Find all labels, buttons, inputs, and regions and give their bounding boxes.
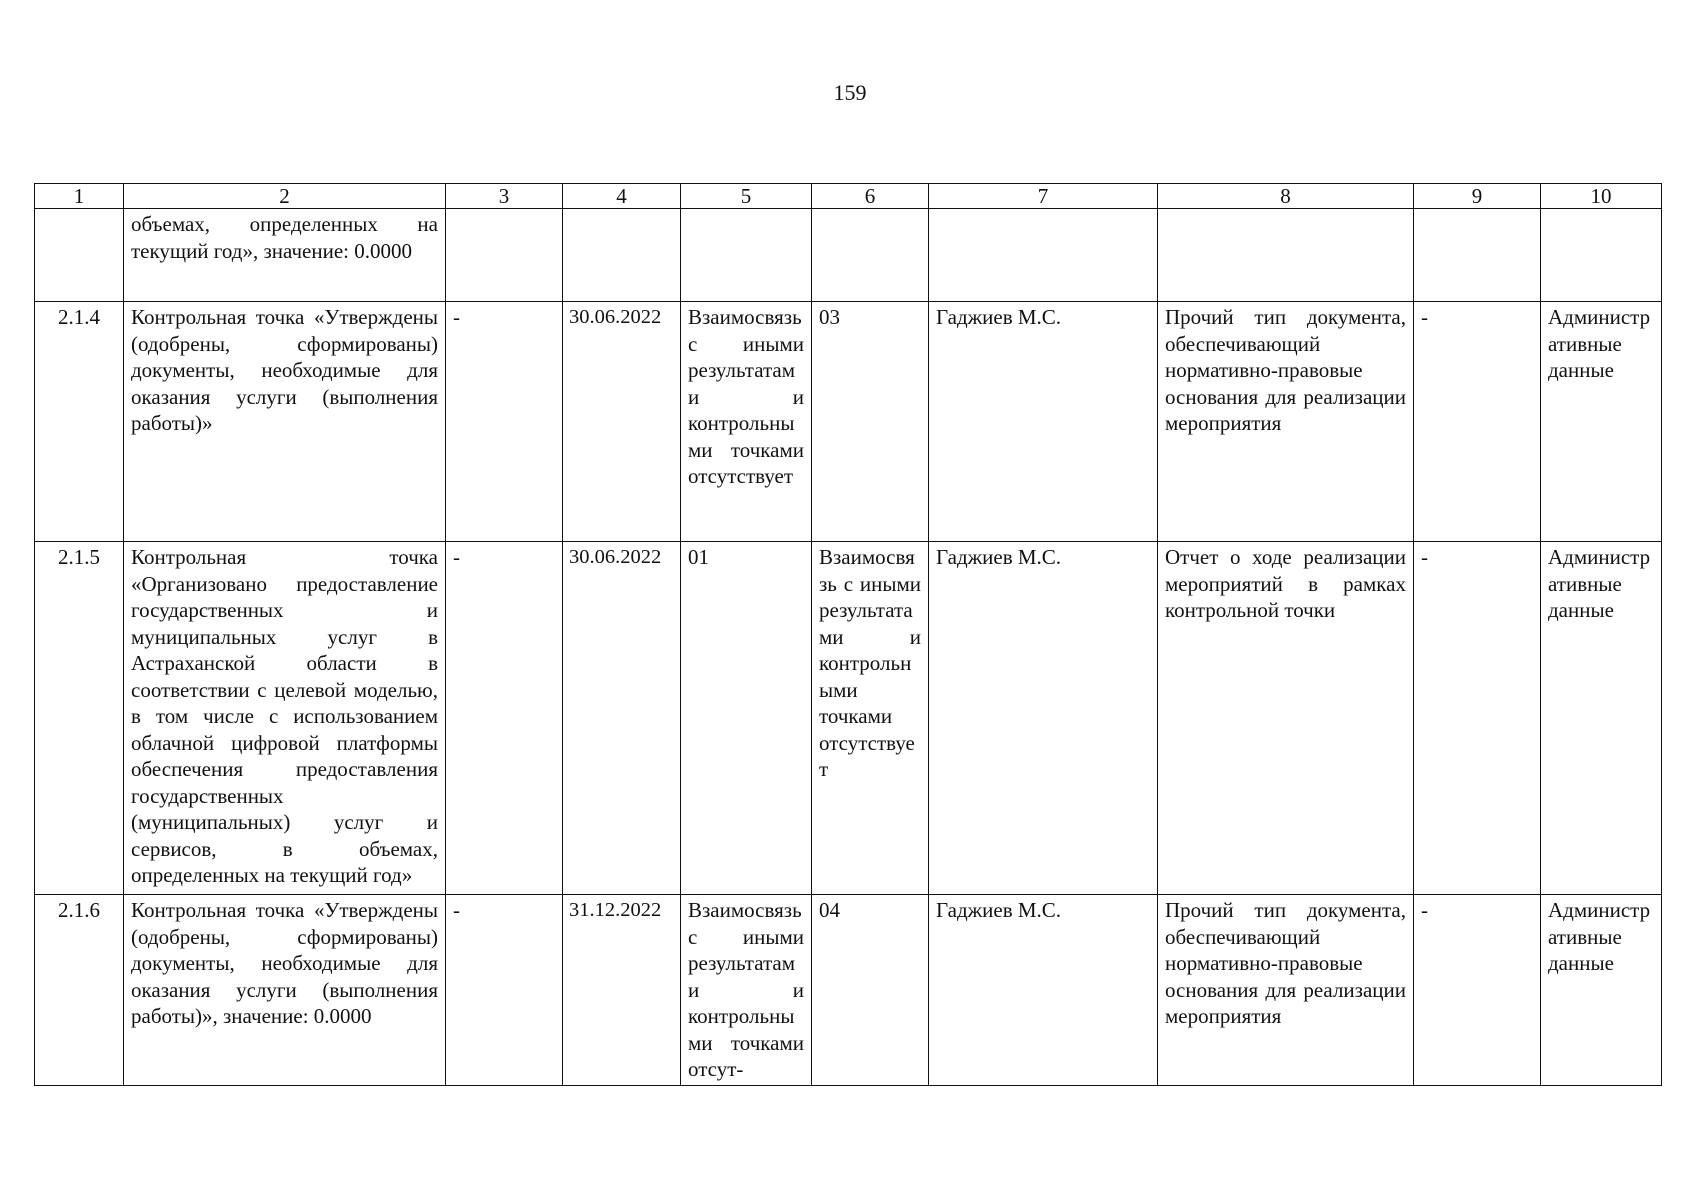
row-source <box>1541 209 1662 302</box>
table-row <box>35 302 1662 542</box>
column-header: 5 <box>681 184 812 209</box>
row-date: 30.06.2022 <box>563 302 681 542</box>
page-number: 159 <box>833 80 867 105</box>
row-col6: 04 <box>812 895 929 1086</box>
row-source: Административные данные <box>1541 302 1662 542</box>
column-header: 9 <box>1414 184 1541 209</box>
row-description: Контрольная точка «Организовано предоставление государственных и муниципальных услуг в Астраханской области в соответствии с целевой моделью, в том числе с использованием облачной цифровой платформы обеспечения предоставления государственных (муниципальных) услуг и сервисов, в объемах, определенных на текущий год» <box>124 542 446 895</box>
row-description: объемах, определенных на текущий год», значение: 0.0000 <box>124 209 446 302</box>
table-row <box>35 209 1662 302</box>
row-col5: Взаимосвязь с иными результатами и контрольными точками отсут- <box>681 895 812 1086</box>
row-source: Административные данные <box>1541 542 1662 895</box>
row-col9: - <box>1414 542 1541 895</box>
row-document: Прочий тип документа, обеспечивающий нормативно-правовые основания для реализации мероприятия <box>1158 895 1414 1086</box>
row-responsible: Гаджиев М.С. <box>929 302 1158 542</box>
column-header: 8 <box>1158 184 1414 209</box>
row-number <box>35 209 124 302</box>
row-col5 <box>681 209 812 302</box>
row-responsible: Гаджиев М.С. <box>929 542 1158 895</box>
row-col6 <box>812 209 929 302</box>
column-header: 6 <box>812 184 929 209</box>
row-document: Отчет о ходе реализации мероприятий в рамках контрольной точки <box>1158 542 1414 895</box>
row-document <box>1158 209 1414 302</box>
plan-table <box>34 183 1662 1086</box>
column-header: 2 <box>124 184 446 209</box>
row-col3 <box>446 209 563 302</box>
column-header: 7 <box>929 184 1158 209</box>
row-col6: Взаимосвязь с иными результатами и контрольными точками отсутствует <box>812 542 929 895</box>
column-header: 1 <box>35 184 124 209</box>
row-number: 2.1.5 <box>35 542 124 895</box>
row-col3: - <box>446 895 563 1086</box>
row-description: Контрольная точка «Утверждены (одобрены, сформированы) документы, необходимые для оказания услуги (выполнения работы)» <box>124 302 446 542</box>
row-col3: - <box>446 302 563 542</box>
column-header: 10 <box>1541 184 1662 209</box>
row-date: 31.12.2022 <box>563 895 681 1086</box>
column-header: 3 <box>446 184 563 209</box>
row-number: 2.1.4 <box>35 302 124 542</box>
row-number: 2.1.6 <box>35 895 124 1086</box>
row-col5: Взаимосвязь с иными результатами и контрольными точками отсутствует <box>681 302 812 542</box>
row-col9 <box>1414 209 1541 302</box>
row-col9: - <box>1414 895 1541 1086</box>
column-header: 4 <box>563 184 681 209</box>
row-col6: 03 <box>812 302 929 542</box>
table-row <box>35 542 1662 895</box>
row-document: Прочий тип документа, обеспечивающий нормативно-правовые основания для реализации мероприятия <box>1158 302 1414 542</box>
row-date <box>563 209 681 302</box>
row-description: Контрольная точка «Утверждены (одобрены, сформированы) документы, необходимые для оказания услуги (выполнения работы)», значение: 0.0000 <box>124 895 446 1086</box>
row-responsible <box>929 209 1158 302</box>
row-col3: - <box>446 542 563 895</box>
header-row <box>35 184 1662 209</box>
row-col9: - <box>1414 302 1541 542</box>
row-responsible: Гаджиев М.С. <box>929 895 1158 1086</box>
row-source: Административные данные <box>1541 895 1662 1086</box>
row-date: 30.06.2022 <box>563 542 681 895</box>
row-col5: 01 <box>681 542 812 895</box>
table-row <box>35 895 1662 1086</box>
